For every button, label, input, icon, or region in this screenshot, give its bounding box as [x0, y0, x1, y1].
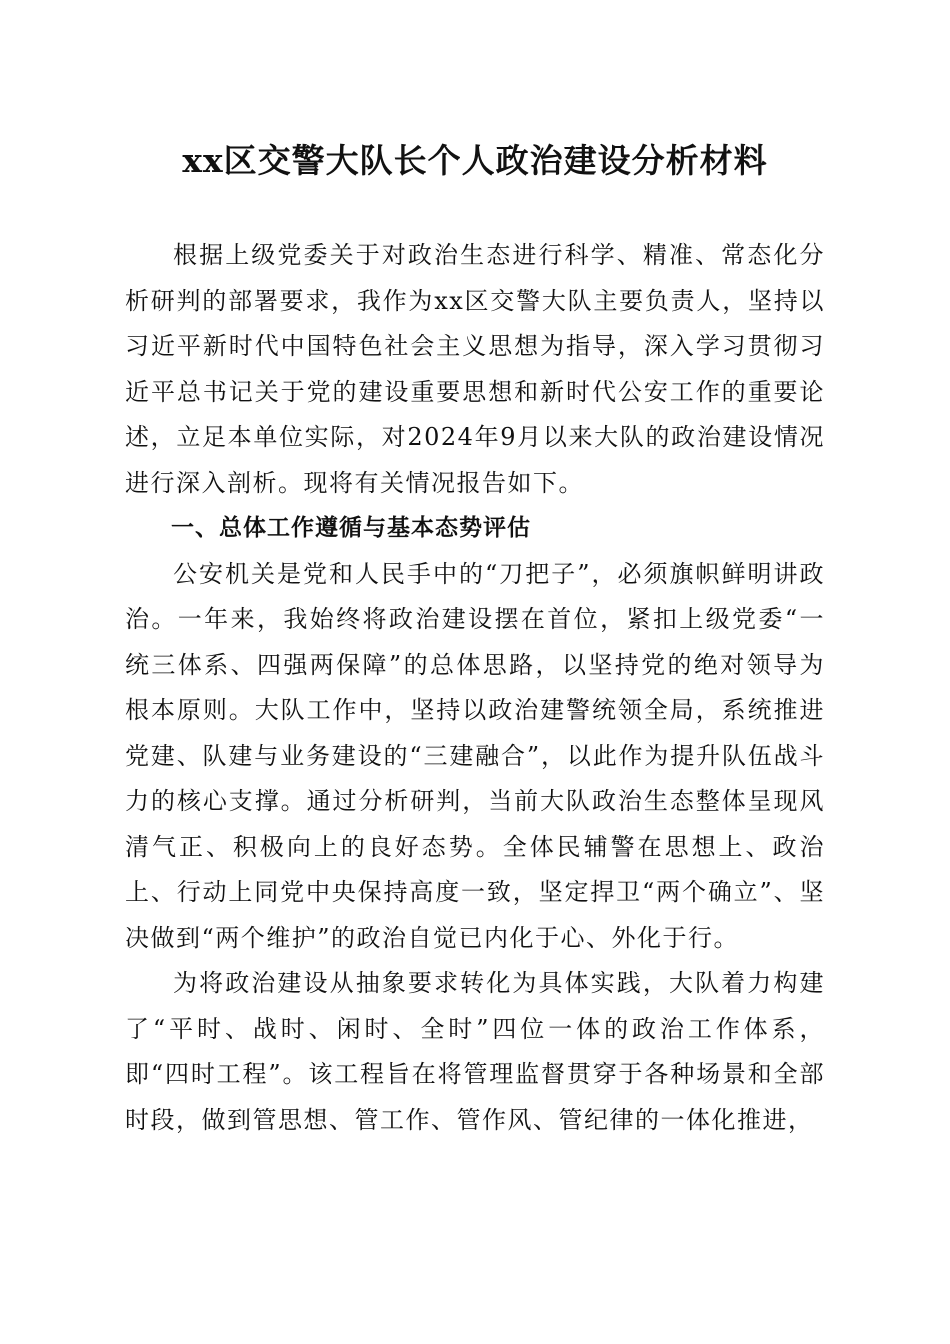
body-paragraph: 为将政治建设从抽象要求转化为具体实践，大队着力构建了“平时、战时、闲时、全时”四位一体的政治工作体系，即“四时工程”。该工程旨在将管理监督贯穿于各种场景和全部时段，做到管思想、管工作、管作风、管纪律的一体化推进，	[125, 969, 825, 1134]
body-paragraph: 公安机关是党和人民手中的“刀把子”，必须旗帜鲜明讲政治。一年来，我始终将政治建设摆在首位，紧扣上级党委“一统三体系、四强两保障”的总体思路，以坚持党的绝对领导为根本原则。大队工作中，坚持以政治建警统领全局，系统推进党建、队建与业务建设的“三建融合”，以此作为提升队伍战斗力的核心支撑。通过分析研判，当前大队政治生态整体呈现风清气正、积极向上的良好态势。全体民辅警在思想上、政治上、行动上同党中央保持高度一致，坚定捍卫“两个确立”、坚决做到“两个维护”的政治自觉已内化于心、外化于行。	[125, 559, 825, 952]
document-body	[125, 233, 825, 1143]
document-title: xx区交警大队长个人政治建设分析材料	[182, 141, 768, 180]
section-heading: 一、总体工作遵循与基本态势评估	[171, 515, 531, 541]
intro-paragraph: 根据上级党委关于对政治生态进行科学、精准、常态化分析研判的部署要求，我作为xx区交警大队主要负责人，坚持以习近平新时代中国特色社会主义思想为指导，深入学习贯彻习近平总书记关于党的建设重要思想和新时代公安工作的重要论述，立足本单位实际，对2024年9月以来大队的政治建设情况进行深入剖析。现将有关情况报告如下。	[125, 241, 825, 497]
